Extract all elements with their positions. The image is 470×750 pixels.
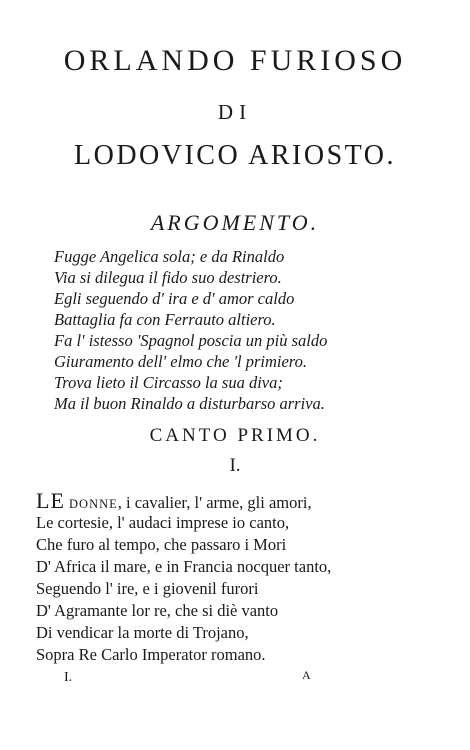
stanza-line: D' Africa il mare, e in Francia nocquer tanto,: [36, 557, 332, 576]
stanza-line: D' Agramante lor re, che si diè vanto: [36, 601, 279, 620]
argomento-line: Fa l' istesso 'Spagnol poscia un più saldo: [54, 331, 328, 350]
stanza-verses: [36, 490, 456, 666]
stanza-line: Le cortesie, l' audaci imprese io canto,: [36, 513, 290, 532]
argomento-line: Ma il buon Rinaldo a disturbarso arriva.: [54, 394, 325, 413]
stanza-line: Che furo al tempo, che passaro i Mori: [36, 535, 287, 554]
stanza-number: I.: [229, 455, 241, 476]
argomento-heading: ARGOMENTO.: [150, 210, 320, 235]
catchword: A: [302, 668, 311, 682]
stanza-line: Di vendicar la morte di Trojano,: [36, 623, 249, 642]
signature-mark: I.: [64, 670, 73, 685]
title-preposition: DI: [217, 100, 253, 124]
first-line-rest: , i cavalier, l' arme, gli amori,: [117, 493, 312, 512]
stanza-line: Seguendo l' ire, e i giovenil furori: [36, 579, 259, 598]
argomento-line: Via si dilegua il fido suo destriero.: [54, 268, 282, 287]
author-name: LODOVICO ARIOSTO.: [74, 140, 396, 171]
work-title: ORLANDO FURIOSO: [63, 44, 407, 77]
argomento-line: Fugge Angelica sola; e da Rinaldo: [54, 247, 285, 266]
argomento-verses: [54, 246, 454, 414]
argomento-line: Giuramento dell' elmo che 'l primiero.: [54, 352, 307, 371]
drop-capital: LE: [36, 488, 65, 513]
canto-heading: CANTO PRIMO.: [149, 425, 321, 446]
stanza-first-line: [36, 490, 456, 512]
argomento-line: Egli seguendo d' ira e d' amor caldo: [54, 289, 295, 308]
stanza-line: Sopra Re Carlo Imperator romano.: [36, 645, 266, 664]
argomento-line: Battaglia fa con Ferrauto altiero.: [54, 310, 276, 329]
small-caps-word: DONNE: [69, 497, 118, 511]
argomento-line: Trova lieto il Circasso la sua diva;: [54, 373, 283, 392]
